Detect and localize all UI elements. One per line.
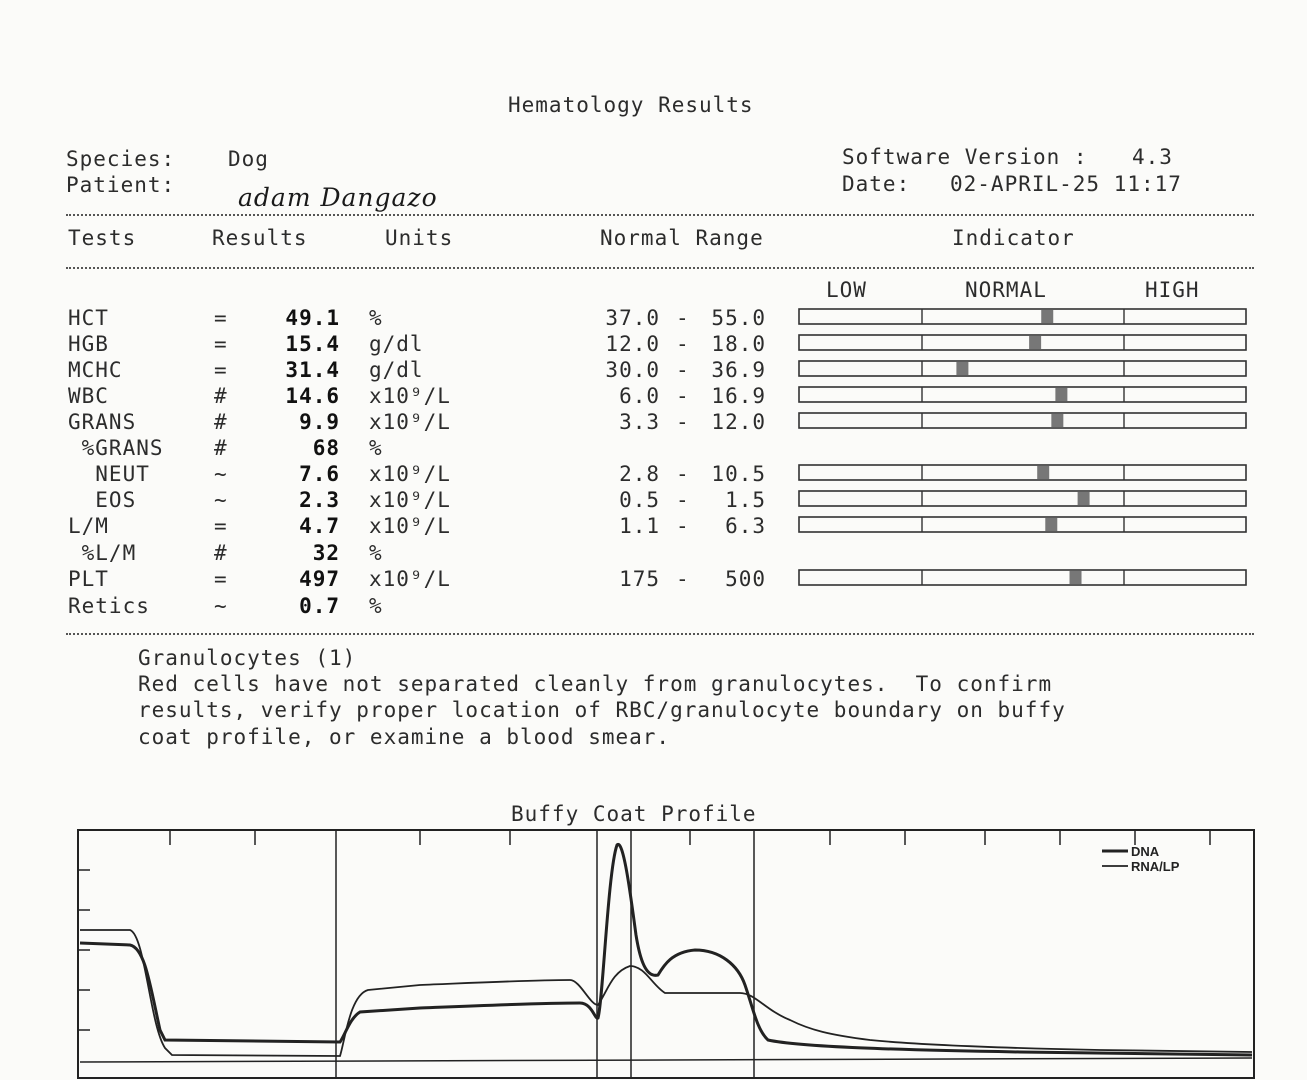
result-unit: g/dl: [369, 358, 424, 382]
test-name: WBC: [68, 384, 109, 408]
indicator-marker: [1078, 492, 1090, 505]
range-low: 30.0: [605, 358, 660, 382]
result-unit: %: [369, 541, 383, 565]
result-flag: ~: [214, 488, 228, 512]
range-high: 36.9: [711, 358, 766, 382]
result-flag: ~: [214, 462, 228, 486]
header-normal-range: Normal Range: [600, 226, 764, 250]
result-flag: #: [214, 541, 228, 565]
result-flag: #: [214, 384, 228, 408]
indicator-bar: [799, 413, 1246, 428]
result-value: 497: [299, 567, 340, 591]
range-low: 12.0: [605, 332, 660, 356]
test-name: GRANS: [68, 410, 137, 434]
report-title: Hematology Results: [508, 93, 754, 117]
indicator-bar: [799, 570, 1246, 585]
patient-value: adam Dangazo: [238, 183, 438, 212]
result-unit: x10⁹/L: [369, 410, 451, 434]
header-results: Results: [212, 226, 308, 250]
indicator-bar: [799, 491, 1246, 506]
result-flag: =: [214, 332, 228, 356]
range-dash: -: [676, 567, 690, 591]
indicator-bar: [799, 361, 1246, 376]
test-name: HGB: [68, 332, 109, 356]
test-name: L/M: [68, 514, 109, 538]
result-value: 32: [312, 541, 340, 565]
range-dash: -: [676, 488, 690, 512]
software-label: Software Version :: [842, 145, 1088, 169]
range-low: 37.0: [605, 306, 660, 330]
header-units: Units: [385, 226, 454, 250]
test-name: %GRANS: [68, 436, 164, 460]
result-flag: #: [214, 436, 228, 460]
species-label: Species:: [66, 147, 176, 171]
test-name: PLT: [68, 567, 109, 591]
range-high: 10.5: [711, 462, 766, 486]
header-indicator: Indicator: [952, 226, 1075, 250]
buffy-title: Buffy Coat Profile: [511, 802, 757, 826]
result-flag: =: [214, 514, 228, 538]
result-unit: %: [369, 594, 383, 618]
result-value: 2.3: [299, 488, 340, 512]
indicator-marker: [1041, 310, 1053, 323]
species-value: Dog: [228, 147, 269, 171]
result-value: 31.4: [285, 358, 340, 382]
note-line-2: results, verify proper location of RBC/granulocyte boundary on buffy: [138, 698, 1066, 722]
indicator-marker: [1029, 336, 1041, 349]
range-low: 6.0: [619, 384, 660, 408]
note-line-1: Red cells have not separated cleanly from granulocytes. To confirm: [138, 672, 1053, 696]
range-high: 16.9: [711, 384, 766, 408]
range-high: 12.0: [711, 410, 766, 434]
result-unit: x10⁹/L: [369, 567, 451, 591]
result-value: 0.7: [299, 594, 340, 618]
result-value: 7.6: [299, 462, 340, 486]
test-name: %L/M: [68, 541, 137, 565]
range-low: 2.8: [619, 462, 660, 486]
date-value: 02-APRIL-25 11:17: [950, 172, 1182, 196]
result-flag: =: [214, 306, 228, 330]
result-value: 9.9: [299, 410, 340, 434]
software-value: 4.3: [1132, 145, 1173, 169]
indicator-marker: [1051, 414, 1063, 427]
indicator-bar: [799, 517, 1246, 532]
result-unit: x10⁹/L: [369, 384, 451, 408]
result-unit: %: [369, 436, 383, 460]
indicator-marker: [1037, 466, 1049, 479]
indicator-high-label: HIGH: [1145, 278, 1200, 302]
result-flag: =: [214, 358, 228, 382]
result-unit: x10⁹/L: [369, 488, 451, 512]
result-unit: g/dl: [369, 332, 424, 356]
patient-label: Patient:: [66, 173, 176, 197]
range-high: 6.3: [725, 514, 766, 538]
result-value: 68: [312, 436, 340, 460]
range-dash: -: [676, 358, 690, 382]
date-label: Date:: [842, 172, 911, 196]
result-value: 4.7: [299, 514, 340, 538]
test-name: HCT: [68, 306, 109, 330]
results-rule-bottom: [66, 633, 1254, 635]
indicator-marker: [1055, 388, 1067, 401]
range-low: 3.3: [619, 410, 660, 434]
result-flag: =: [214, 567, 228, 591]
range-high: 1.5: [725, 488, 766, 512]
range-dash: -: [676, 306, 690, 330]
indicator-normal-label: NORMAL: [965, 278, 1047, 302]
legend-dna: DNA: [1131, 844, 1160, 859]
header-tests: Tests: [68, 226, 137, 250]
range-high: 18.0: [711, 332, 766, 356]
note-line-3: coat profile, or examine a blood smear.: [138, 725, 671, 749]
range-dash: -: [676, 332, 690, 356]
indicator-marker: [1045, 518, 1057, 531]
range-high: 55.0: [711, 306, 766, 330]
test-name: Retics: [68, 594, 150, 618]
result-flag: #: [214, 410, 228, 434]
indicator-bar: [799, 335, 1246, 350]
result-value: 14.6: [285, 384, 340, 408]
result-value: 49.1: [285, 306, 340, 330]
note-title: Granulocytes (1): [138, 646, 357, 670]
range-high: 500: [725, 567, 766, 591]
test-name: EOS: [68, 488, 137, 512]
range-dash: -: [676, 462, 690, 486]
range-dash: -: [676, 410, 690, 434]
result-value: 15.4: [285, 332, 340, 356]
indicator-marker: [1070, 571, 1082, 584]
legend-rna: RNA/LP: [1131, 859, 1180, 874]
range-dash: -: [676, 514, 690, 538]
result-flag: ~: [214, 594, 228, 618]
range-low: 1.1: [619, 514, 660, 538]
indicator-bar: [799, 387, 1246, 402]
result-unit: x10⁹/L: [369, 514, 451, 538]
test-name: NEUT: [68, 462, 150, 486]
range-low: 0.5: [619, 488, 660, 512]
indicator-bar: [799, 309, 1246, 324]
range-low: 175: [619, 567, 660, 591]
indicator-low-label: LOW: [826, 278, 867, 302]
range-dash: -: [676, 384, 690, 408]
indicator-bar: [799, 465, 1246, 480]
indicator-marker: [956, 362, 968, 375]
result-unit: %: [369, 306, 383, 330]
test-name: MCHC: [68, 358, 123, 382]
result-unit: x10⁹/L: [369, 462, 451, 486]
